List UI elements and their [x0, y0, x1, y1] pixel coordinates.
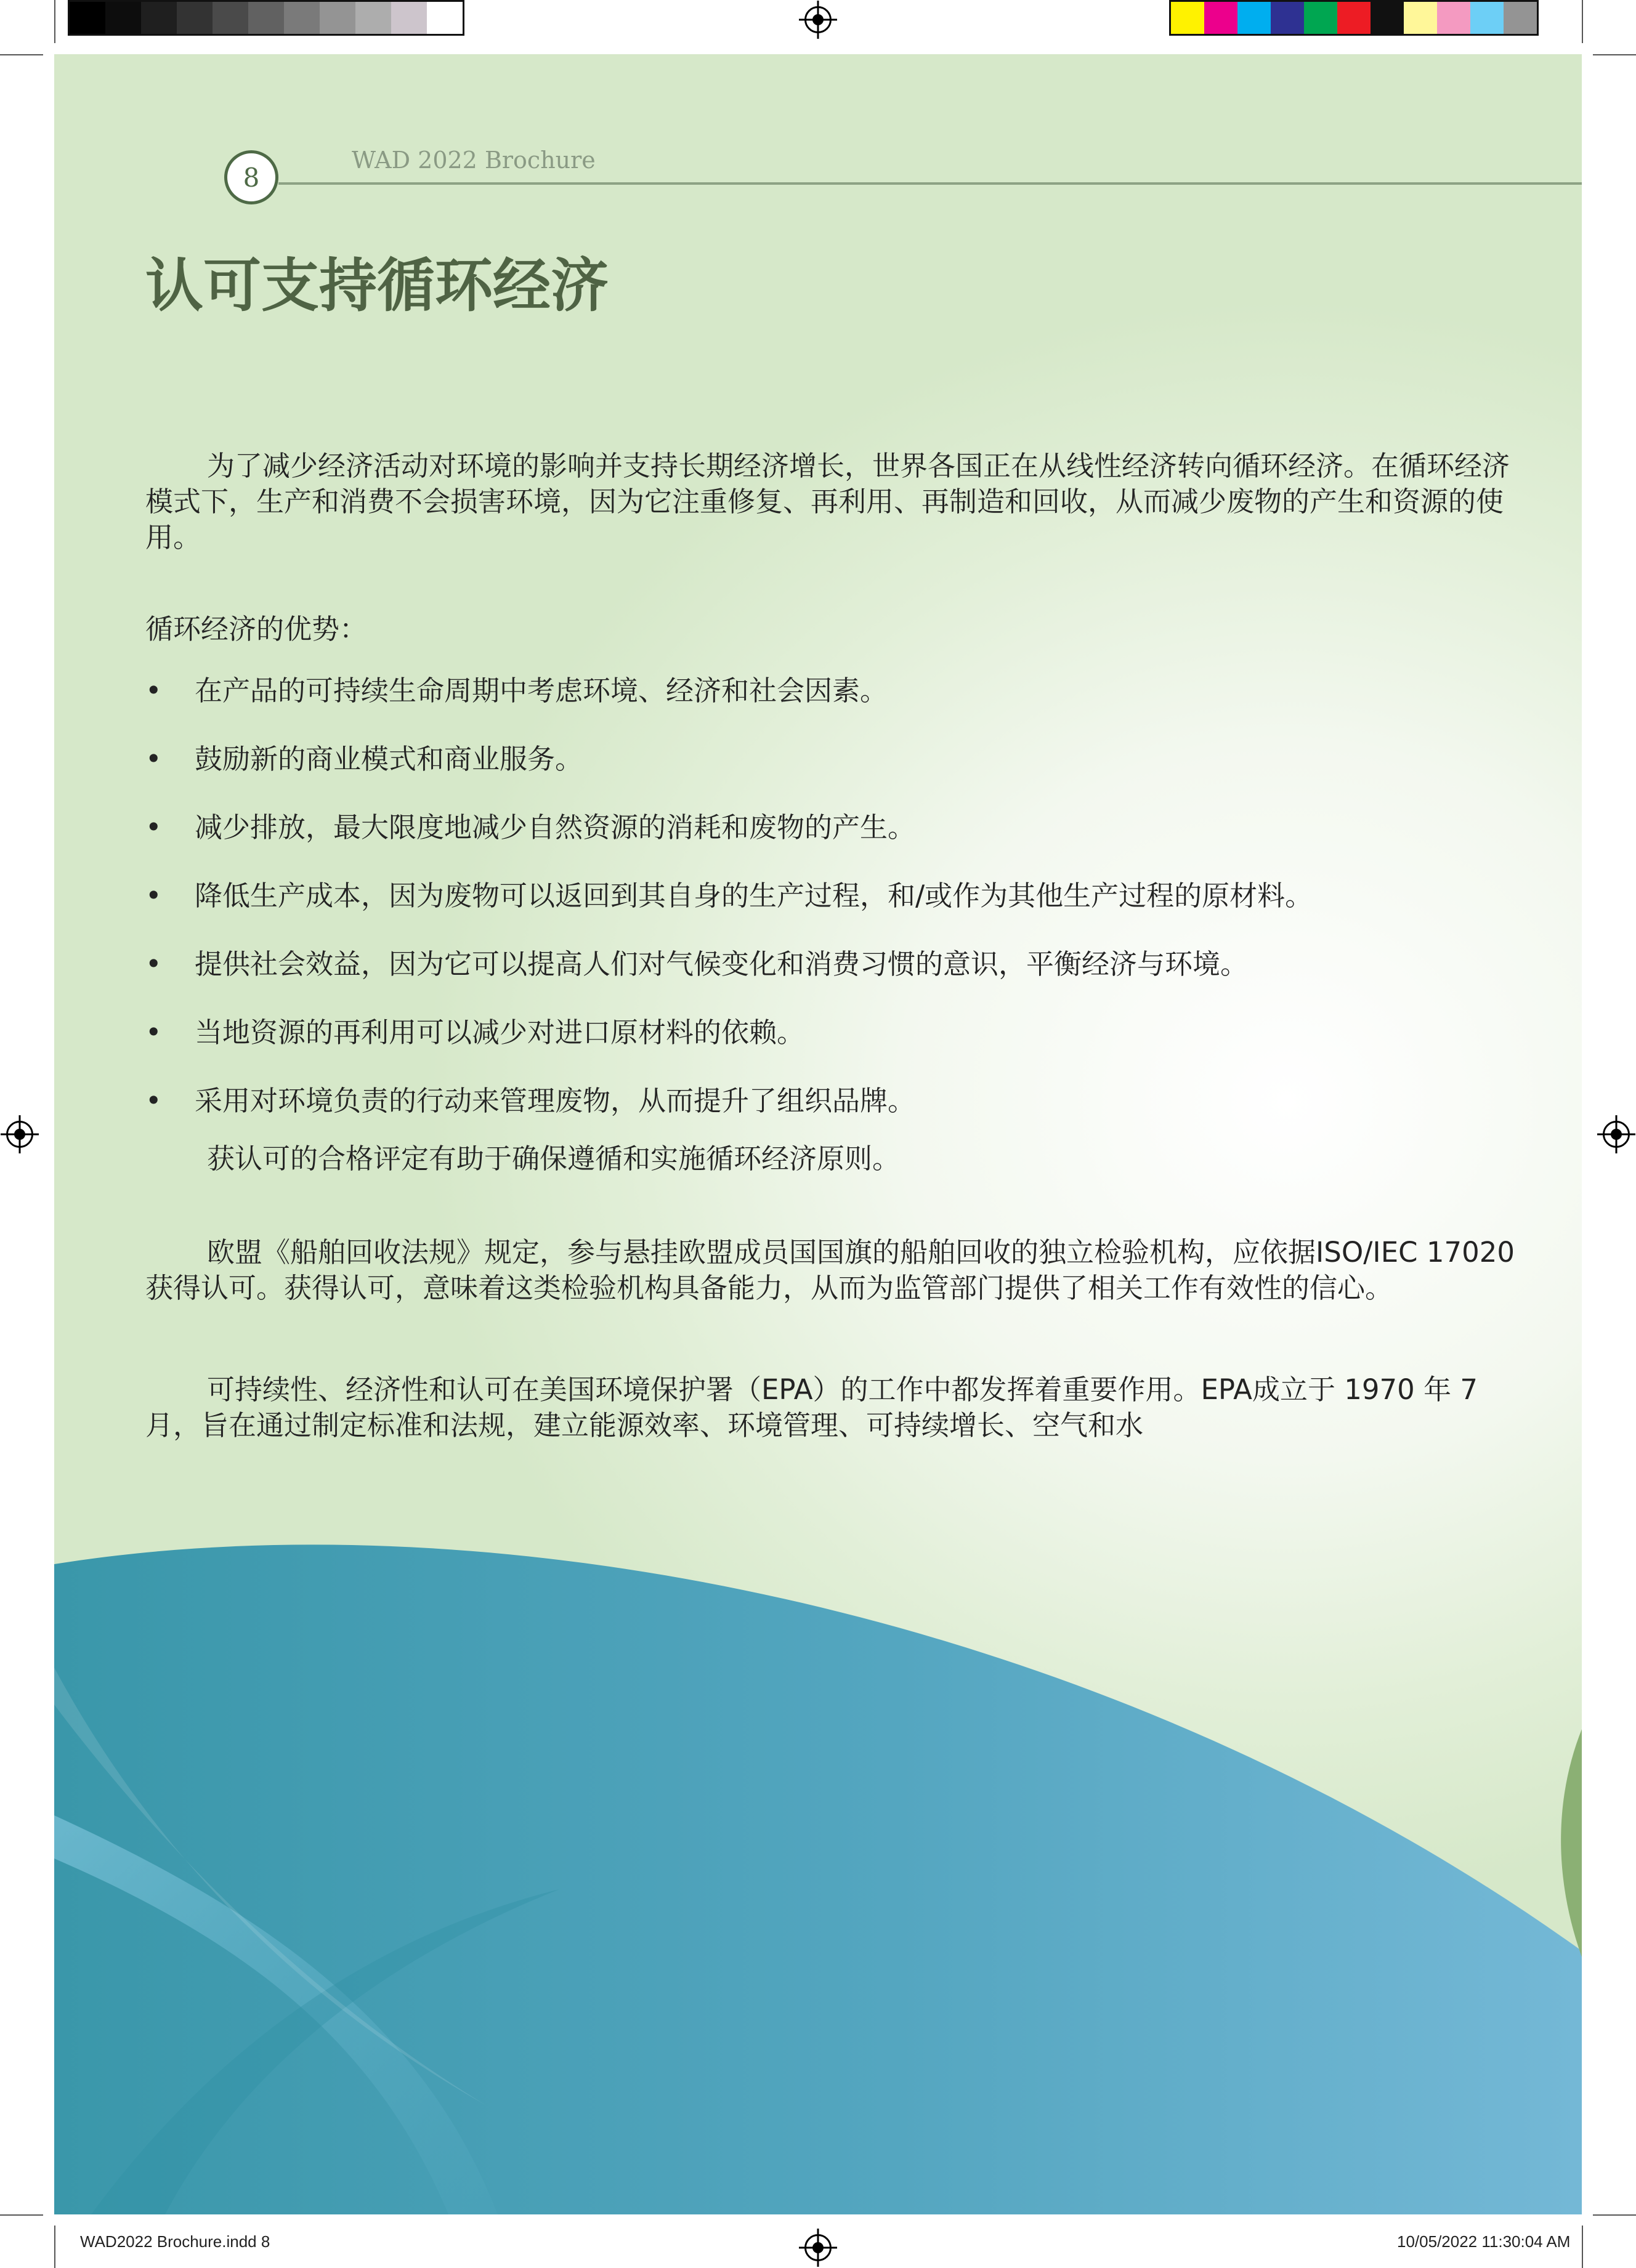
list-item: • 采用对环境负责的行动来管理废物，从而提升了组织品牌。: [145, 1083, 1519, 1152]
crop-mark: [1582, 0, 1583, 43]
page-number-badge: [224, 150, 278, 204]
benefits-list: [145, 673, 1519, 1152]
benefits-heading: 循环经济的优势：: [145, 613, 368, 645]
intro-paragraph: 为了减少经济活动对环境的影响并支持长期经济增长，世界各国正在从线性经济转向循环经济。在循环经济模式下，生产和消费不会损害环境，因为它注重修复、再利用、再制造和回收，从而减少废物的产生和资源的使用。: [145, 450, 1510, 554]
crop-mark: [1582, 2226, 1583, 2268]
footer-file-info: WAD2022 Brochure.indd 8: [80, 2232, 270, 2251]
bullet-icon: •: [145, 811, 162, 844]
cmyk-color-bar: [1169, 0, 1539, 36]
list-item: • 当地资源的再利用可以减少对进口原材料的依赖。: [145, 1015, 1519, 1083]
bullet-icon: •: [145, 743, 162, 775]
page-number: 8: [243, 162, 260, 193]
brochure-page: [54, 54, 1582, 2214]
list-item: • 鼓励新的商业模式和商业服务。: [145, 741, 1519, 810]
crop-mark: [54, 2226, 55, 2268]
paragraph-eu-regulation: 欧盟《船舶回收法规》规定，参与悬挂欧盟成员国国旗的船舶回收的独立检验机构，应依据ISO/IEC 17020获得认可。获得认可，意味着这类检验机构具备能力，从而为监管部门提供了相关工作有效性的信心。: [145, 1236, 1515, 1304]
registration-mark-top: [804, 6, 832, 33]
bullet-icon: •: [145, 1016, 162, 1049]
grayscale-color-bar: [68, 0, 464, 36]
list-item: • 在产品的可持续生命周期中考虑环境、经济和社会因素。: [145, 673, 1519, 741]
footer-timestamp: 10/05/2022 11:30:04 AM: [1397, 2232, 1571, 2251]
crop-mark: [1593, 54, 1636, 55]
page-title: 认可支持循环经济: [145, 252, 609, 320]
bullet-icon: •: [145, 879, 162, 912]
bullet-icon: •: [145, 1084, 162, 1117]
list-item: • 减少排放，最大限度地减少自然资源的消耗和废物的产生。: [145, 810, 1519, 878]
registration-mark-right: [1603, 1121, 1630, 1148]
registration-mark-bottom: [804, 2234, 832, 2261]
crop-mark: [0, 2214, 43, 2216]
list-item: • 降低生产成本，因为废物可以返回到其自身的生产过程，和/或作为其他生产过程的原材料。: [145, 878, 1519, 946]
header-rule: [278, 182, 1582, 185]
registration-mark-left: [6, 1121, 33, 1148]
crop-mark: [0, 54, 43, 55]
crop-mark: [54, 0, 55, 43]
paragraph-assessment: 获认可的合格评定有助于确保遵循和实施循环经济原则。: [207, 1142, 901, 1175]
crop-mark: [1593, 2214, 1636, 2216]
bullet-icon: •: [145, 948, 162, 980]
paragraph-epa: 可持续性、经济性和认可在美国环境保护署（EPA）的工作中都发挥着重要作用。EPA成立于 1970 年 7 月，旨在通过制定标准和法规，建立能源效率、环境管理、可持续增长、空气和水: [145, 1373, 1478, 1442]
bullet-icon: •: [145, 674, 162, 707]
running-title: WAD 2022 Brochure: [352, 147, 596, 174]
list-item: • 提供社会效益，因为它可以提高人们对气候变化和消费习惯的意识，平衡经济与环境。: [145, 946, 1519, 1015]
decorative-wave-graphic: [54, 1471, 1582, 2214]
